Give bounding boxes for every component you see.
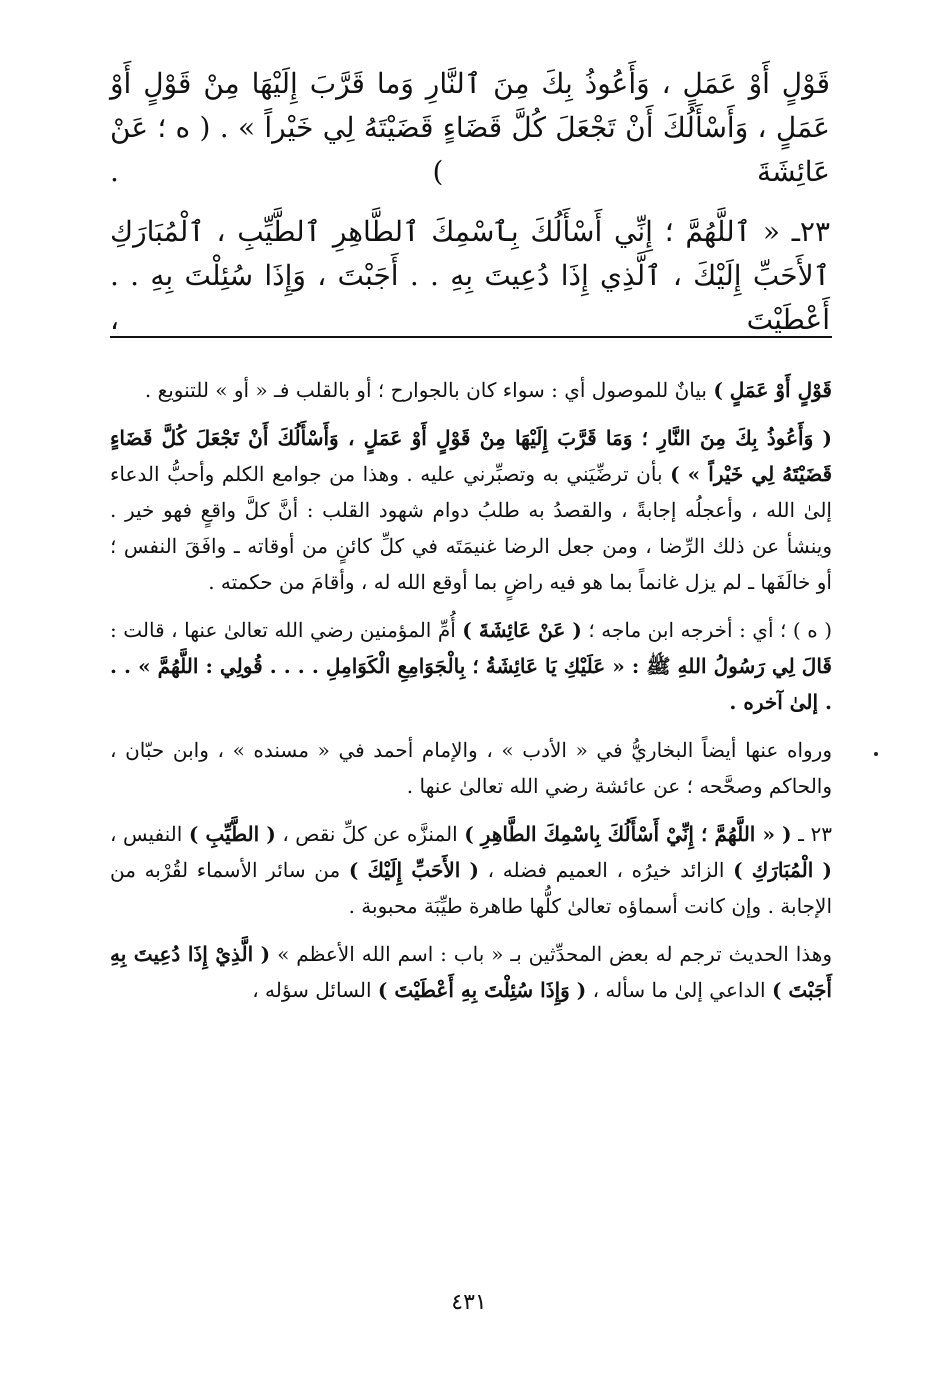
commentary-text: بيانٌ للموصول أي : سواء كان بالجوارح ؛ أو بالقلب فـ « أو » للتنويع . (144, 378, 714, 402)
quoted-phrase: ( « اللَّهُمَّ ؛ إِنِّيْ أَسْأَلُكَ بِاسْمِكَ الطَّاهِرِ ) (464, 822, 792, 846)
commentary-text: النفيس ، (110, 822, 189, 846)
page-number: ٤٣١ (451, 1290, 487, 1315)
commentary-text: الزائد خيرُه ، العميم فضله ، (479, 858, 734, 882)
commentary-text: أُمِّ المؤمنين رضي الله تعالىٰ عنها ، قالت : (110, 618, 463, 642)
commentary-text: من سائر الأسماء لقُرْبه من الإجابة . وإن كانت أسماؤه تعالىٰ كلُّها طاهرة طيِّبَة محبوبة . (110, 858, 832, 918)
commentary-text: ( ه ) ؛ أي : أخرجه ابن ماجه ؛ (581, 618, 832, 642)
commentary-paragraph-4: ورواه عنها أيضاً البخاريُّ في « الأدب » ، والإمام أحمد في « مسنده » ، وابن حبّان ، والحاكم وصحَّحه ؛ عن عائشة رضي الله تعالىٰ عنها . (110, 738, 832, 798)
hadith-paragraph-2: ٢٣ـ « ٱللَّهُمَّ ؛ إِنِّي أَسْأَلُكَ بِٱسْمِكَ ٱلطَّاهِرِ ٱلطَّيِّبِ ، ٱلْمُبَارَكِ ٱلأَحَبِّ إِلَيْكَ ، ٱلَّذِي إِذَا دُعِيتَ بِهِ . . أَجَبْتَ ، وَإِذَا سُئِلْتَ بِهِ . . أَعْطَيْتَ ، (110, 215, 830, 336)
quoted-phrase: قَوْلٍ أَوْ عَمَلٍ ) (713, 378, 832, 402)
commentary-text: المنزَّه عن كلِّ نقص ، (275, 822, 465, 846)
quoted-phrase: ( وَأَعُوذُ بِكَ مِنَ النَّارِ ؛ وَمَا قَرَّبَ إِلَيْهَا مِنْ قَوْلٍ أَوْ عَمَلٍ ، وَأَسْأَلُكَ أَنْ تَجْعَلَ كُلَّ قَضَاءٍ قَضَيْتَهُ لِي خَيْراً » ) (110, 426, 833, 486)
commentary-paragraph-6 (110, 936, 832, 1008)
commentary-text: ٢٣ ـ (791, 822, 832, 846)
commentary-text: وهذا الحديث ترجم له بعض المحدِّثين بـ « باب : اسم الله الأعظم » (270, 942, 833, 966)
commentary-section (110, 372, 832, 1020)
quoted-phrase: ( وَإِذَا سُئِلْتَ بِهِ أَعْطَيْتَ ) (377, 978, 587, 1002)
quoted-phrase: ( الَّذِيْ إِذَا دُعِيتَ بِهِ أَجَبْتَ ) (110, 942, 832, 1002)
quoted-phrase: ( الأَحَبِّ إِلَيْكَ ) (348, 858, 480, 882)
quoted-phrase: ( الْمُبَارَكِ ) (733, 858, 832, 882)
commentary-text: بأن ترضِّيَني به وتصبِّرني عليه . وهذا من جوامع الكلم وأحبُّ الدعاء إلىٰ الله ، وأعجلُه إجابةً ، والقصدُ به طلبُ دوام شهود القلب : أنَّ كلَّ واقعٍ فهو خير . وينشأ عن ذلك الرِّضا ، ومن جعل الرضا غنيمَتَه في كلِّ كائنٍ من أوقاته ـ وافَقَ النفس ؛ أو خالَفَها ـ لم يزل غانماً بما هو فيه راضٍ بما أوقع الله له ، وأقامَ من حكمته . (110, 462, 832, 594)
margin-dot (874, 752, 878, 756)
quoted-phrase: قَالَ لِي رَسُولُ اللهِ ﷺ : « عَلَيْكِ يَا عَائِشَةُ ؛ بِالْجَوَامِعِ الْكَوَامِلِ . . . . قُولِي : اللَّهُمَّ » . . . إلىٰ آخره . (110, 654, 832, 714)
hadith-paragraph-1: قَوْلٍ أَوْ عَمَلٍ ، وَأَعُوذُ بِكَ مِنَ ٱلنَّارِ وَما قَرَّبَ إِلَيْهَا مِنْ قَوْلٍ أَوْ عَمَلٍ ، وَأَسْأَلُكَ أَنْ تَجْعَلَ كُلَّ قَضَاءٍ قَضَيْتَهُ لِي خَيْراً » . ( ه ؛ عَنْ عَائِشَةَ ) . (110, 67, 830, 188)
commentary-paragraph-5 (110, 816, 832, 924)
commentary-text: الداعي إلىٰ ما سأله ، (586, 978, 772, 1002)
commentary-paragraph-2 (110, 420, 832, 600)
footnote-divider (110, 336, 832, 338)
commentary-paragraph-3 (110, 612, 832, 720)
quoted-phrase: ( الطَّيِّبِ ) (188, 822, 276, 846)
hadith-text (110, 62, 830, 358)
commentary-paragraph-1 (110, 372, 832, 408)
quoted-phrase: ( عَنْ عَائِشَةَ ) (462, 618, 582, 642)
commentary-text: السائل سؤله ، (252, 978, 378, 1002)
